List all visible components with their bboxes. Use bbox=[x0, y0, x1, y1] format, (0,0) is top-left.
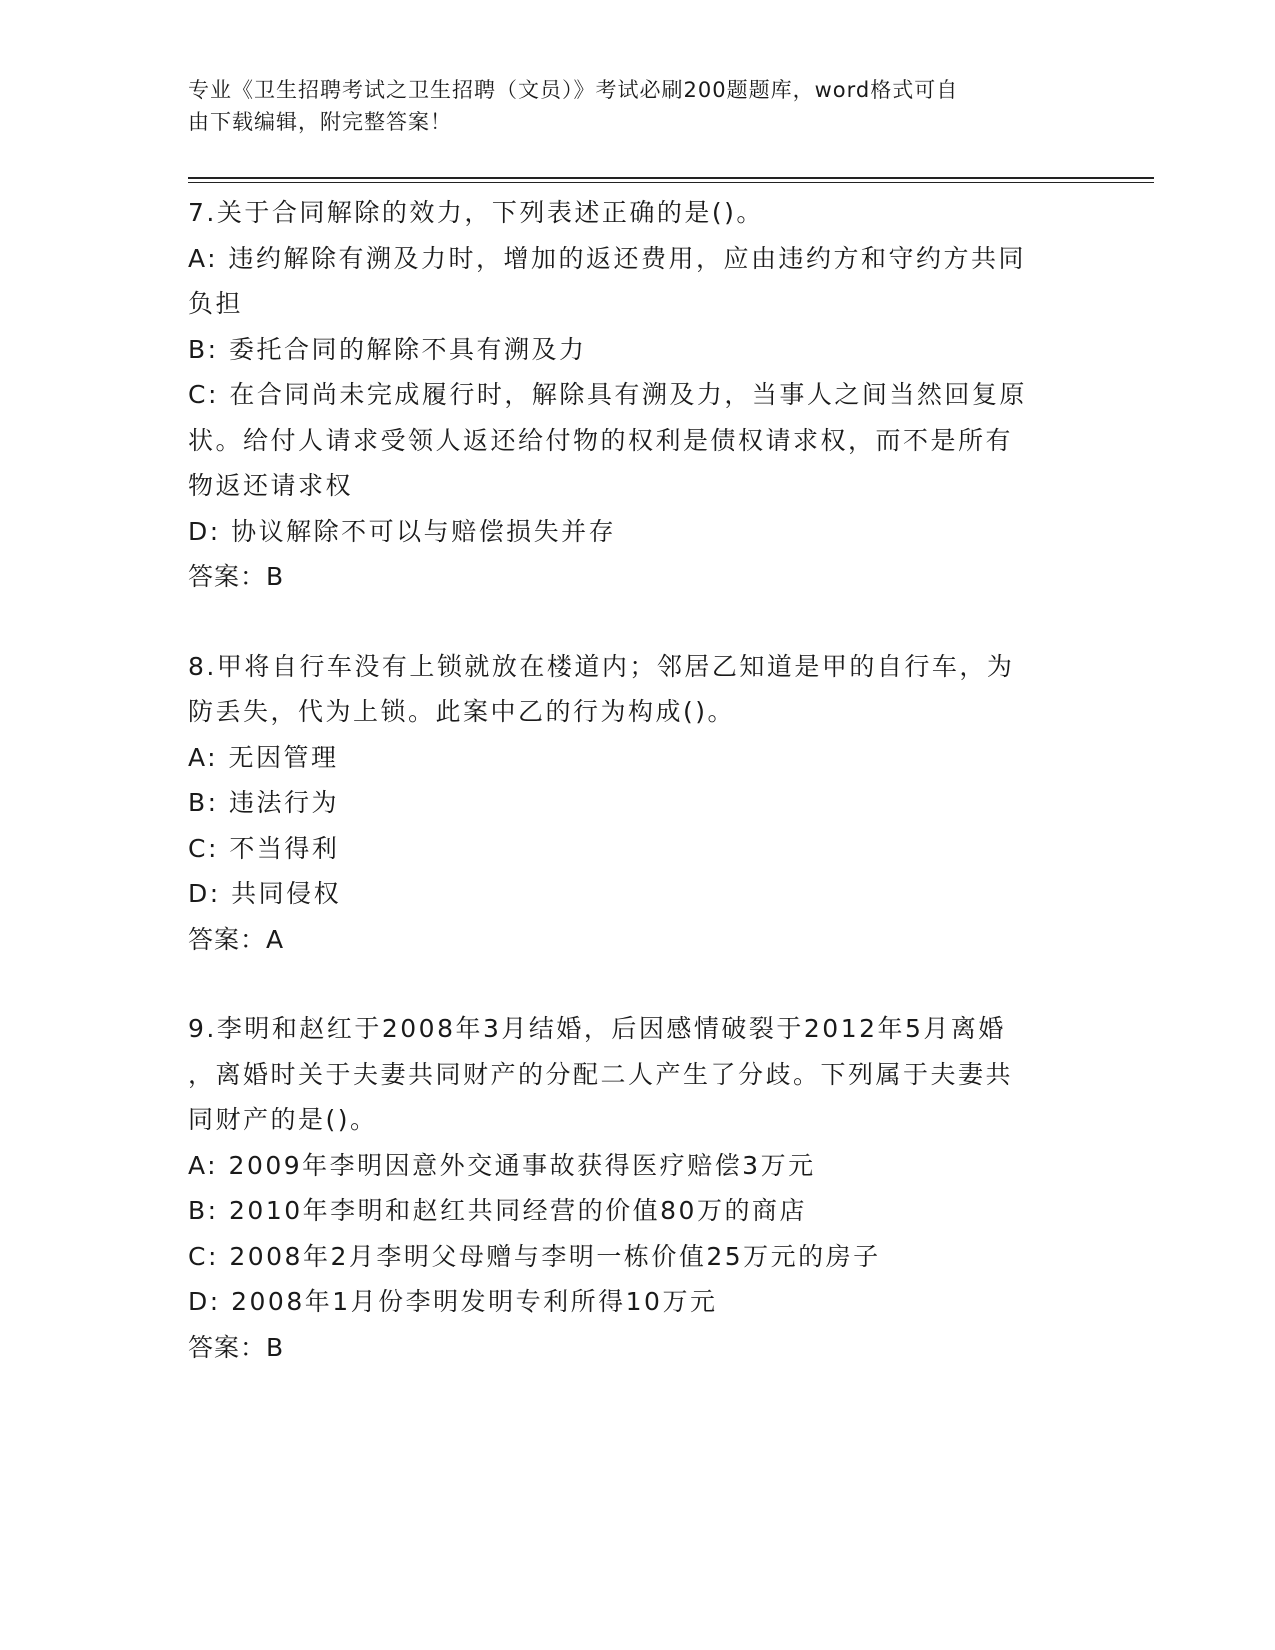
answer: 答案：B bbox=[188, 1332, 285, 1362]
document-header bbox=[188, 74, 1088, 138]
question-stem-cont: ，离婚时关于夫妻共同财产的分配二人产生了分歧。下列属于夫妻共 bbox=[188, 1059, 1014, 1089]
option-c-cont: 物返还请求权 bbox=[188, 471, 354, 500]
question-stem: 8.甲将自行车没有上锁就放在楼道内；邻居乙知道是甲的自行车，为 bbox=[188, 651, 1015, 681]
option-b: B: 2010年李明和赵红共同经营的价值80万的商店 bbox=[188, 1196, 807, 1225]
option-b: B: 委托合同的解除不具有溯及力 bbox=[188, 334, 587, 364]
question-stem: 9.李明和赵红于2008年3月结婚，后因感情破裂于2012年5月离婚 bbox=[188, 1014, 1006, 1043]
header-divider-thin bbox=[188, 182, 1154, 183]
header-line-1: 专业《卫生招聘考试之卫生招聘（文员）》考试必刷200题题库，word格式可自 bbox=[188, 78, 959, 102]
option-a: A: 违约解除有溯及力时，增加的返还费用，应由违约方和守约方共同 bbox=[188, 243, 1027, 273]
option-d: D: 共同侵权 bbox=[188, 879, 342, 908]
question-8 bbox=[188, 644, 1088, 963]
answer: 答案：B bbox=[188, 562, 285, 591]
question-7 bbox=[188, 190, 1088, 600]
question-stem: 7.关于合同解除的效力，下列表述正确的是()。 bbox=[188, 198, 764, 227]
question-stem-cont: 防丢失，代为上锁。此案中乙的行为构成()。 bbox=[188, 697, 736, 726]
header-line-2: 由下载编辑，附完整答案！ bbox=[188, 110, 452, 134]
question-list bbox=[188, 190, 1088, 1370]
option-c: C: 在合同尚未完成履行时，解除具有溯及力，当事人之间当然回复原 bbox=[188, 380, 1027, 409]
option-d: D: 2008年1月份李明发明专利所得10万元 bbox=[188, 1287, 718, 1316]
answer: 答案：A bbox=[188, 924, 285, 954]
option-b: B: 违法行为 bbox=[188, 788, 340, 817]
question-stem-cont: 同财产的是()。 bbox=[188, 1105, 378, 1134]
option-a: A: 无因管理 bbox=[188, 742, 339, 772]
option-c-cont: 状。给付人请求受领人返还给付物的权利是债权请求权，而不是所有 bbox=[188, 425, 1014, 455]
question-9 bbox=[188, 1006, 1088, 1370]
option-d: D: 协议解除不可以与赔偿损失并存 bbox=[188, 516, 617, 546]
option-c: C: 2008年2月李明父母赠与李明一栋价值25万元的房子 bbox=[188, 1241, 881, 1271]
option-a-cont: 负担 bbox=[188, 289, 244, 318]
option-c: C: 不当得利 bbox=[188, 833, 340, 863]
option-a: A: 2009年李明因意外交通事故获得医疗赔偿3万元 bbox=[188, 1150, 816, 1180]
header-divider-thick bbox=[188, 177, 1154, 179]
